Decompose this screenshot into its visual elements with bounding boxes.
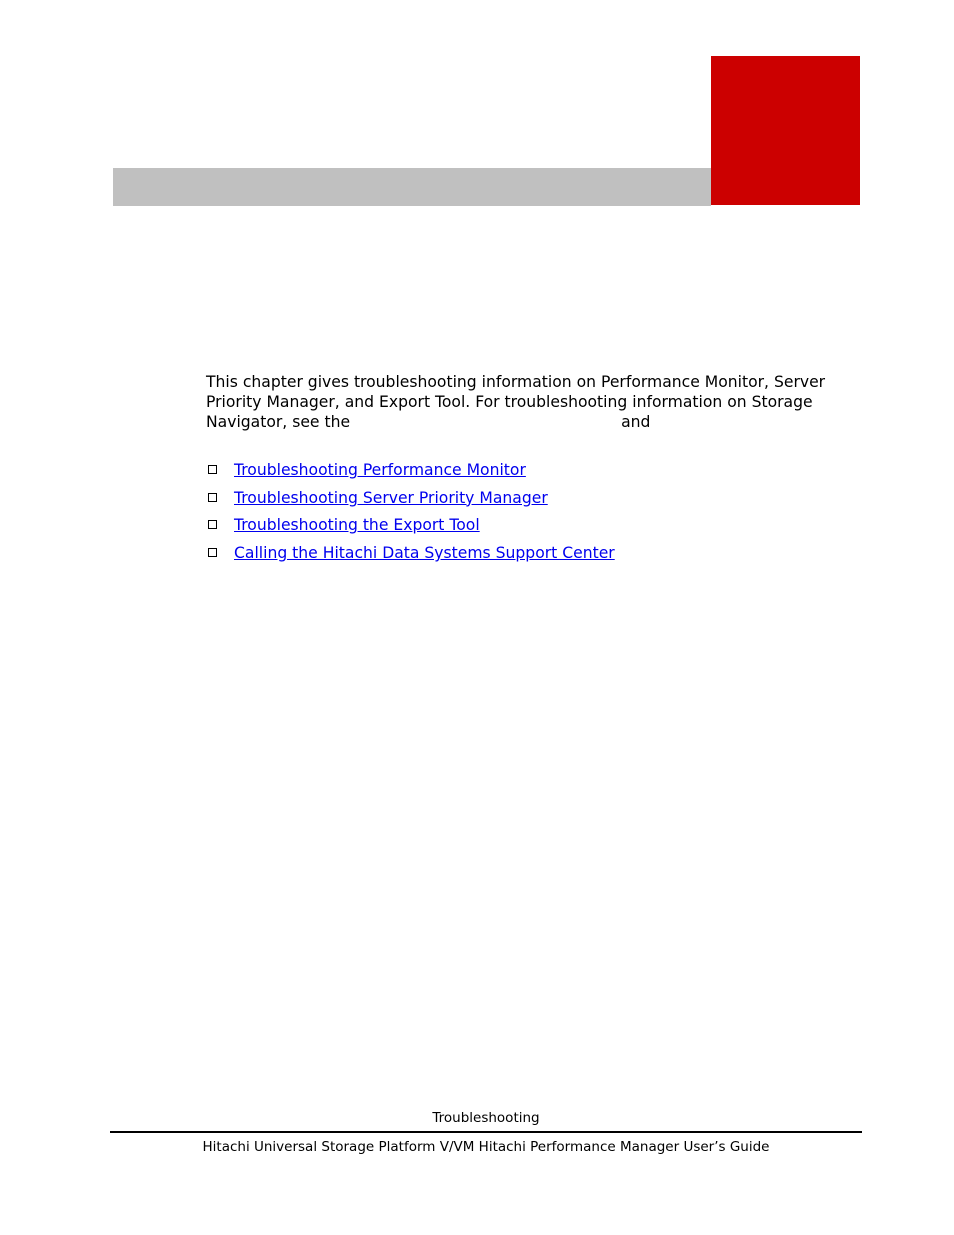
toc-link-troubleshooting-export-tool[interactable]: Troubleshooting the Export Tool <box>234 516 480 535</box>
footer-guide-title: Hitachi Universal Storage Platform V/VM Hitachi Performance Manager User’s Guide <box>202 1139 770 1155</box>
toc-link-troubleshooting-server-priority-manager[interactable]: Troubleshooting Server Priority Manager <box>234 488 548 507</box>
square-bullet-icon <box>208 548 217 557</box>
list-item <box>206 543 615 571</box>
chapter-intro <box>206 372 866 432</box>
intro-line-3-end: and <box>621 413 651 431</box>
toc-link-troubleshooting-performance-monitor[interactable]: Troubleshooting Performance Monitor <box>234 461 526 479</box>
chapter-header-band <box>113 168 711 206</box>
list-item <box>206 515 615 543</box>
intro-line-3-start: Navigator, see the <box>206 413 351 431</box>
chapter-number-block <box>711 56 860 205</box>
square-bullet-icon <box>208 493 217 502</box>
list-item <box>206 460 615 488</box>
intro-line-2: Priority Manager, and Export Tool. For troubleshooting information on Storage <box>206 393 813 411</box>
list-item <box>206 488 615 516</box>
square-bullet-icon <box>208 465 217 474</box>
footer-section-title: Troubleshooting <box>432 1110 540 1126</box>
chapter-contents-list <box>206 460 615 571</box>
footer-divider <box>110 1131 862 1133</box>
square-bullet-icon <box>208 520 217 529</box>
toc-link-calling-support-center[interactable]: Calling the Hitachi Data Systems Support Center <box>234 544 615 563</box>
intro-line-1: This chapter gives troubleshooting information on Performance Monitor, Server <box>206 373 826 391</box>
